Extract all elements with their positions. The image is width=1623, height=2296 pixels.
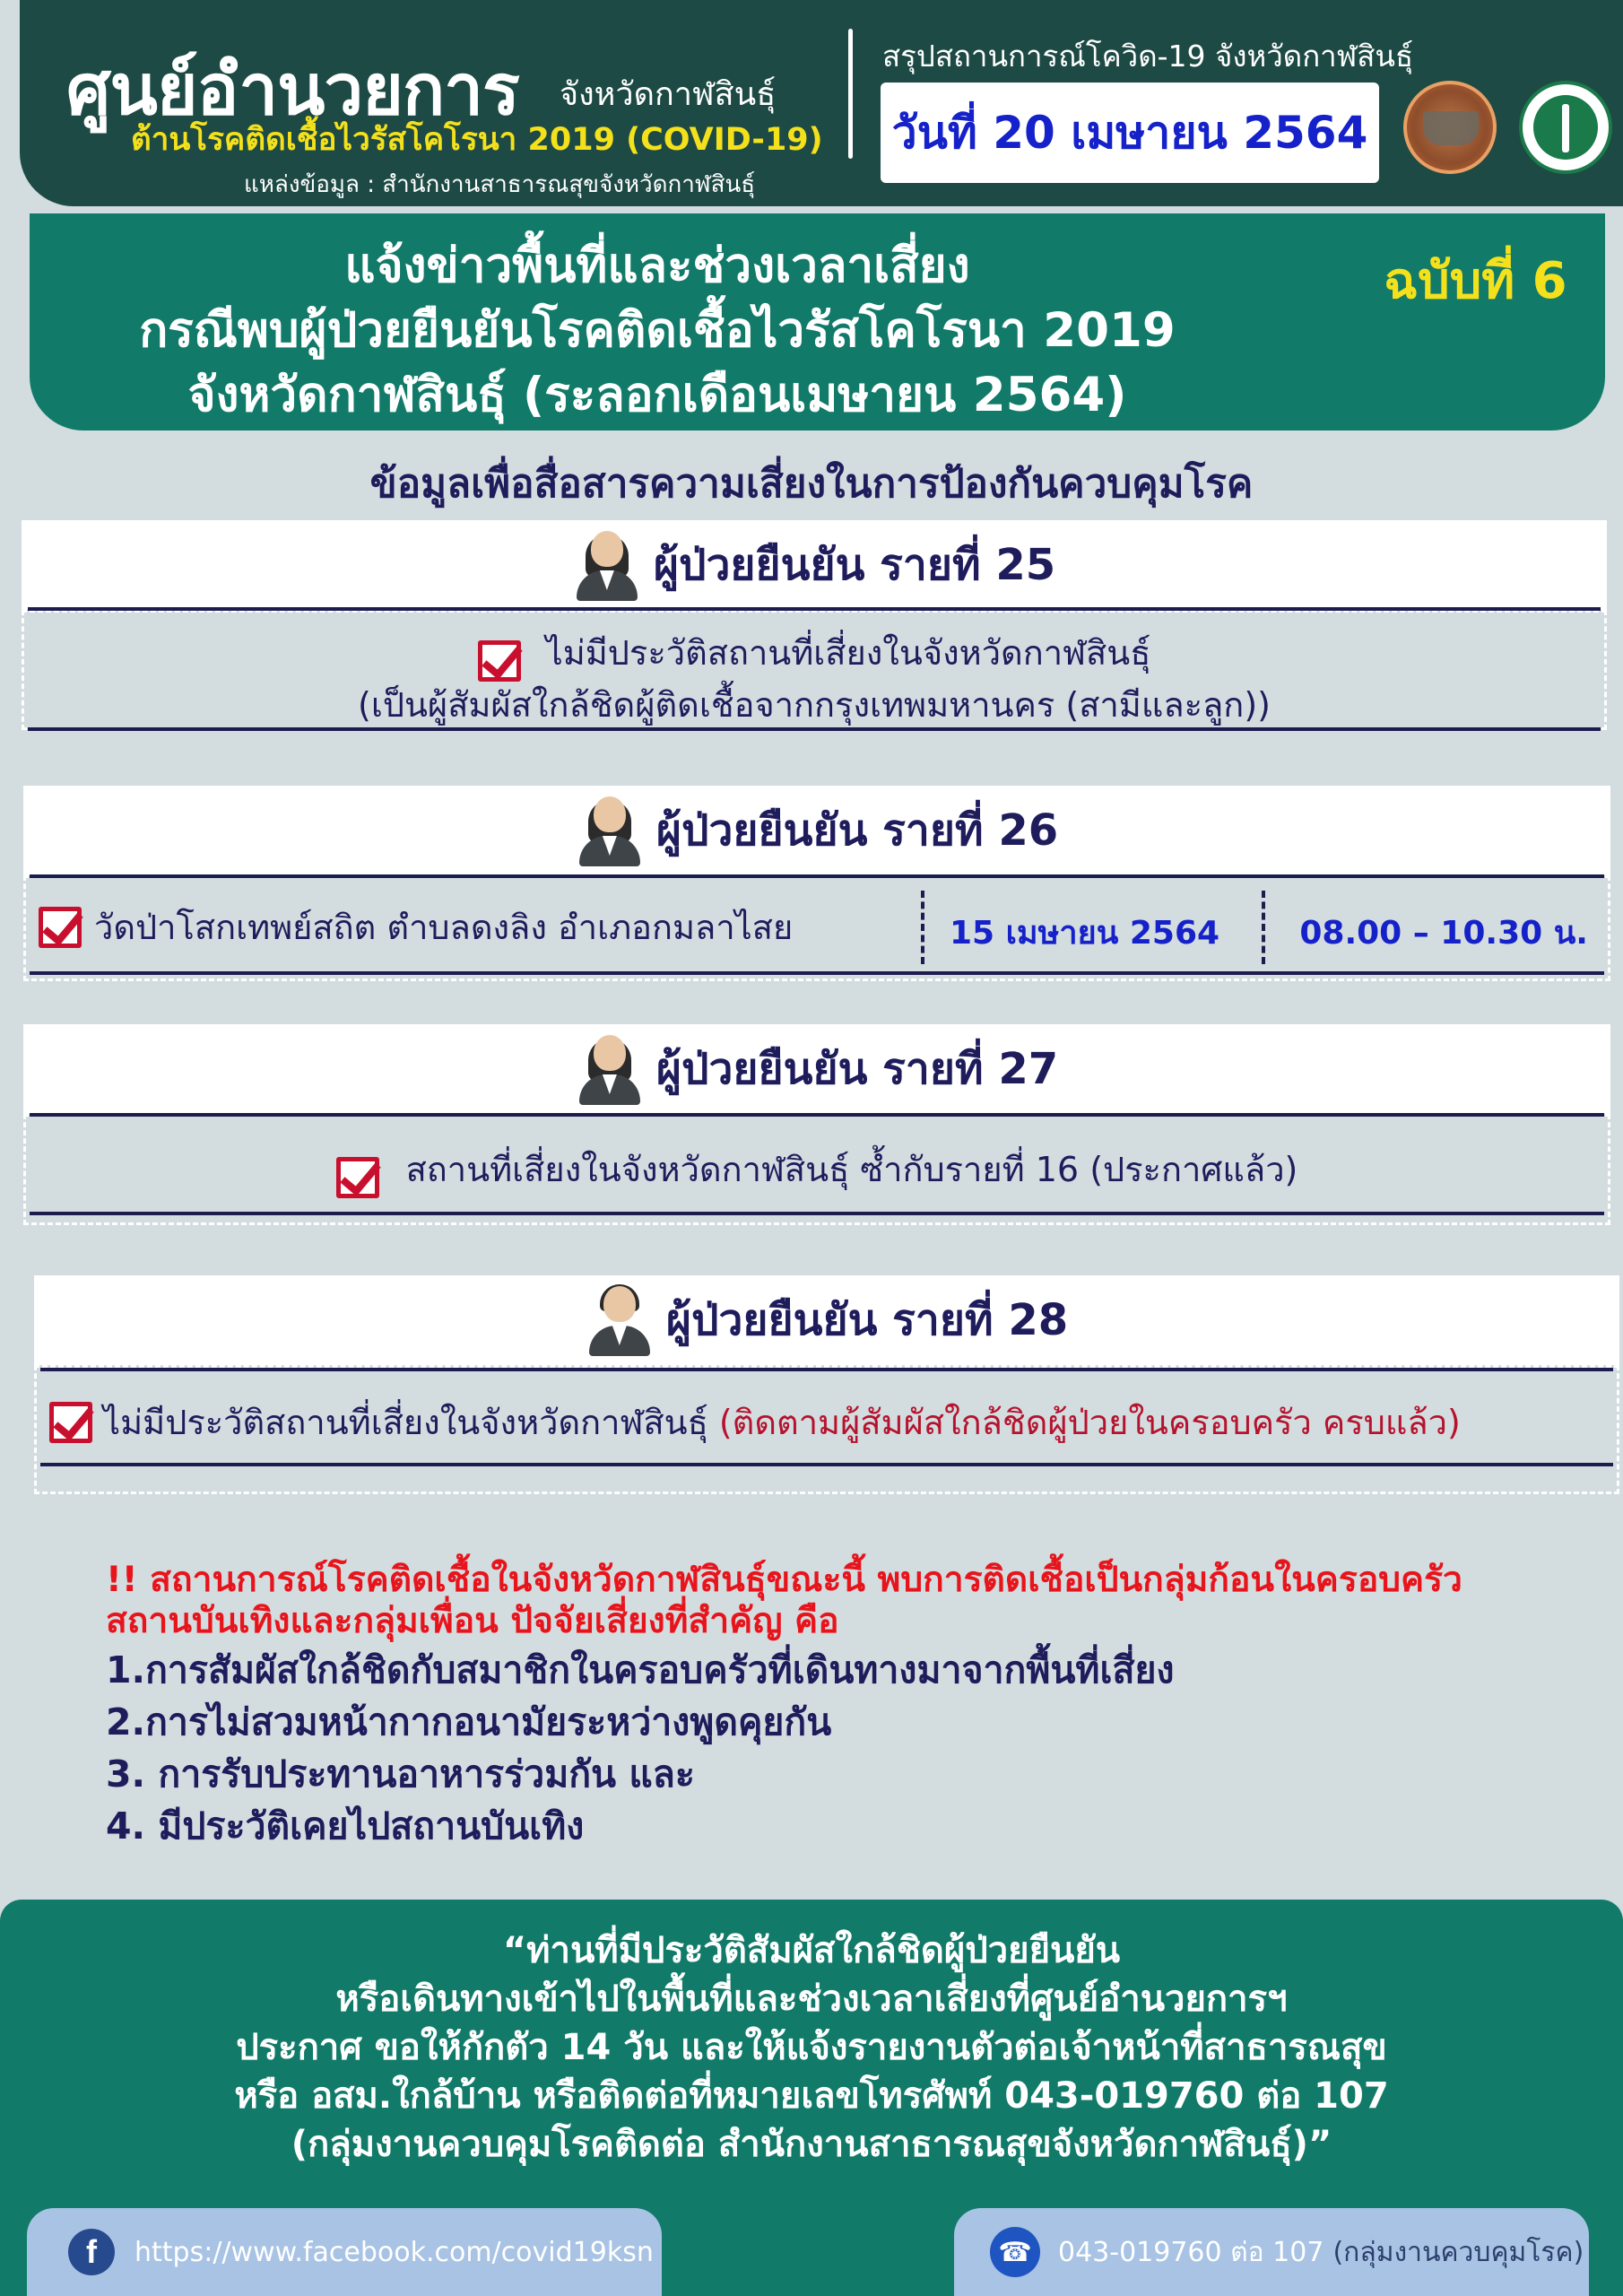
province-label: จังหวัดกาฬสินธุ์ bbox=[560, 76, 777, 113]
banner-line-3: จังหวัดกาฬสินธุ์ (ระลอกเดือนเมษายน 2564) bbox=[187, 368, 1127, 422]
male-avatar-icon bbox=[586, 1284, 654, 1356]
advisory-line-5: (กลุ่มงานควบคุมโรคติดต่อ สำนักงานสาธารณสุขจังหวัดกาฬสินธุ์)” bbox=[291, 2124, 1332, 2165]
summary-label: สรุปสถานการณ์โควิด-19 จังหวัดกาฬสินธุ์ bbox=[882, 39, 1414, 74]
ministry-public-health-logo-icon bbox=[1519, 81, 1612, 174]
patient-line-1: ไม่มีประวัติสถานที่เสี่ยงในจังหวัดกาฬสินธุ์ bbox=[545, 633, 1151, 673]
patient-card-25 bbox=[22, 520, 1607, 730]
advisory-line-3: ประกาศ ขอให้กักตัว 14 วัน และให้แจ้งรายงานตัวต่อเจ้าหน้าที่สาธารณสุข bbox=[236, 2027, 1387, 2068]
patient-title: ผู้ป่วยยืนยัน รายที่ 27 bbox=[655, 1044, 1059, 1094]
patient-card-header bbox=[34, 1275, 1619, 1365]
facebook-icon: f bbox=[68, 2229, 115, 2275]
issue-number: ฉบับที่ 6 bbox=[1384, 252, 1567, 310]
warning-line-2: สถานบันเทิงและกลุ่มเพื่อน ปัจจัยเสี่ยงที่สำคัญ คือ bbox=[106, 1601, 839, 1641]
phone-note: (กลุ่มงานควบคุมโรค) bbox=[1332, 2236, 1584, 2268]
female-avatar-icon bbox=[576, 795, 644, 866]
phone-contact[interactable] bbox=[954, 2208, 1589, 2296]
patient-title: ผู้ป่วยยืนยัน รายที่ 28 bbox=[665, 1295, 1069, 1345]
patient-title: ผู้ป่วยยืนยัน รายที่ 26 bbox=[655, 805, 1059, 856]
patient-line-1: สถานที่เสี่ยงในจังหวัดกาฬสินธุ์ ซ้ำกับรายที่ 16 (ประกาศแล้ว) bbox=[405, 1150, 1298, 1189]
phone-number[interactable]: 043-019760 ต่อ 107 bbox=[1058, 2236, 1324, 2268]
header bbox=[20, 0, 1623, 206]
checkbox-icon bbox=[336, 1157, 379, 1198]
patient-card-header bbox=[23, 1024, 1610, 1114]
checkbox-icon bbox=[49, 1402, 92, 1443]
facebook-link[interactable]: https://www.facebook.com/covid19ksn bbox=[135, 2236, 654, 2268]
patient-line-2: (เป็นผู้สัมผัสใกล้ชิดผู้ติดเชื้อจากกรุงเทพมหานคร (สามีและลูก)) bbox=[358, 685, 1271, 725]
patient-line-1-note: (ติดตามผู้สัมผัสใกล้ชิดผู้ป่วยในครอบครัว ครบแล้ว) bbox=[718, 1403, 1461, 1442]
female-avatar-icon bbox=[576, 1033, 644, 1105]
female-avatar-icon bbox=[573, 529, 641, 601]
patient-card-header bbox=[23, 786, 1610, 875]
province-seal-icon bbox=[1403, 81, 1497, 174]
phone-icon: ☎ bbox=[990, 2227, 1040, 2277]
data-source: แหล่งข้อมูล : สำนักงานสาธารณสุขจังหวัดกาฬสินธุ์ bbox=[244, 171, 756, 198]
patient-card-28 bbox=[34, 1275, 1619, 1494]
header-divider bbox=[848, 29, 853, 159]
risk-factor-1: 1.การสัมผัสใกล้ชิดกับสมาชิกในครอบครัวที่เดินทางมาจากพื้นที่เสี่ยง bbox=[106, 1648, 1175, 1692]
advisory-line-4: หรือ อสม.ใกล้บ้าน หรือติดต่อที่หมายเลขโทรศัพท์ 043-019760 ต่อ 107 bbox=[234, 2075, 1389, 2117]
risk-place: วัดป่าโสกเทพย์สถิต ตำบลดงลิง อำเภอกมลาไสย bbox=[94, 908, 794, 947]
announcement-banner bbox=[30, 213, 1605, 430]
advisory-line-1: “ท่านที่มีประวัติสัมผัสใกล้ชิดผู้ป่วยยืนยัน bbox=[502, 1930, 1121, 1971]
patient-title: ผู้ป่วยยืนยัน รายที่ 25 bbox=[653, 540, 1056, 590]
patient-card-27 bbox=[23, 1024, 1610, 1225]
patient-card-26 bbox=[23, 786, 1610, 981]
facebook-contact[interactable] bbox=[27, 2208, 662, 2296]
checkbox-icon bbox=[478, 640, 521, 682]
banner-line-2: กรณีพบผู้ป่วยยืนยันโรคติดเชื้อไวรัสโคโรนา 2019 bbox=[139, 303, 1176, 358]
report-date: วันที่ 20 เมษายน 2564 bbox=[881, 83, 1379, 183]
checkbox-icon bbox=[39, 907, 82, 948]
center-title: ศูนย์อำนวยการ bbox=[66, 50, 519, 131]
covid-subtitle: ต้านโรคติดเชื้อไวรัสโคโรนา 2019 (COVID-19) bbox=[131, 122, 823, 158]
info-heading: ข้อมูลเพื่อสื่อสารความเสี่ยงในการป้องกันควบคุมโรค bbox=[369, 461, 1254, 507]
risk-date: 15 เมษายน 2564 bbox=[950, 915, 1220, 952]
risk-factor-4: 4. มีประวัติเคยไปสถานบันเทิง bbox=[106, 1805, 585, 1848]
banner-line-1: แจ้งข่าวพื้นที่และช่วงเวลาเสี่ยง bbox=[344, 239, 970, 293]
patient-line-1: ไม่มีประวัติสถานที่เสี่ยงในจังหวัดกาฬสินธุ์ bbox=[103, 1403, 708, 1442]
risk-factor-2: 2.การไม่สวมหน้ากากอนามัยระหว่างพูดคุยกัน bbox=[106, 1700, 832, 1744]
warning-line-1: !! สถานการณ์โรคติดเชื้อในจังหวัดกาฬสินธุ์ขณะนี้ พบการติดเชื้อเป็นกลุ่มก้อนในครอบครัว bbox=[106, 1560, 1462, 1600]
risk-factor-3: 3. การรับประทานอาหารร่วมกัน และ bbox=[106, 1752, 695, 1796]
patient-card-header bbox=[22, 520, 1607, 610]
risk-time: 08.00 – 10.30 น. bbox=[1299, 915, 1588, 952]
advisory-line-2: หรือเดินทางเข้าไปในพื้นที่และช่วงเวลาเสี่ยงที่ศูนย์อำนวยการฯ bbox=[335, 1979, 1288, 2020]
